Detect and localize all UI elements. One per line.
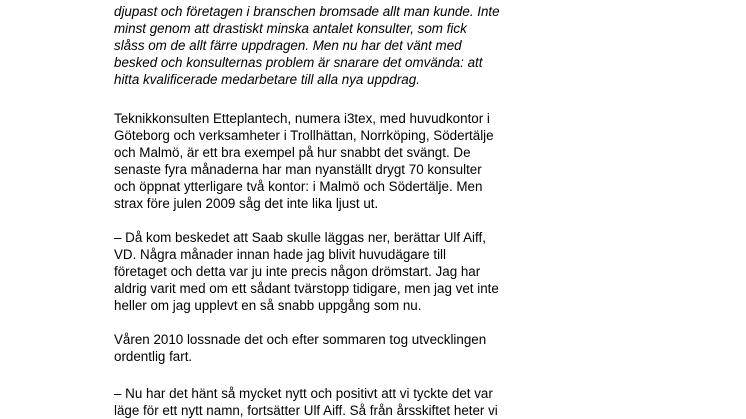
body-line: Göteborg och verksamheter i Trollhättan, Norrköping, Södertälje [114, 128, 494, 143]
body-line: Teknikkonsulten Etteplantech, numera i3tex, med huvudkontor i [114, 111, 490, 126]
body-line: läge för ett nytt namn, fortsätter Ulf Aiff. Så från årsskiftet heter vi [114, 403, 498, 418]
lead-line: djupast och företagen i branschen bromsade allt man kunde. Inte [114, 4, 500, 19]
body-line: och öppnat ytterligare två kontor: i Malmö och Södertälje. Men [114, 179, 483, 194]
lead-line: minst genom att drastiskt minska antalet konsulter, som fick [114, 21, 467, 36]
lead-paragraph [114, 3, 574, 88]
body-line: företaget och detta var ju inte precis någon drömstart. Jag har [114, 264, 481, 279]
body-line: – Nu har det hänt så mycket nytt och positivt att vi tyckte det var [114, 386, 493, 401]
body-line: senaste fyra månaderna har man nyanställt drygt 70 konsulter [114, 162, 482, 177]
lead-line: besked och konsulternas problem är snarare det omvända: att [114, 55, 483, 70]
body-line: Våren 2010 lossnade det och efter sommaren tog utvecklingen [114, 332, 487, 347]
body-line: ordentlig fart. [114, 349, 193, 364]
body-paragraph-3 [114, 331, 574, 365]
body-line: aldrig varit med om ett sådant tvärstopp tidigare, men jag vet inte [114, 281, 499, 296]
body-paragraph-1 [114, 110, 574, 212]
body-line: heller om jag upplevt en så snabb uppgång som nu. [114, 298, 422, 313]
body-line: och Malmö, är ett bra exempel på hur snabbt det svängt. De [114, 145, 471, 160]
body-paragraph-2 [114, 229, 574, 314]
body-line: VD. Några månader innan hade jag blivit huvudägare till [114, 247, 446, 262]
lead-line: slåss om de allt färre uppdragen. Men nu har det vänt med [114, 38, 462, 53]
body-line: – Då kom beskedet att Saab skulle läggas ner, berättar Ulf Aiff, [114, 230, 486, 245]
lead-line: hitta kvalificerade medarbetare till alla nya uppdrag. [114, 72, 420, 87]
body-paragraph-4 [114, 385, 574, 419]
body-line: strax före julen 2009 såg det inte lika ljust ut. [114, 196, 379, 211]
